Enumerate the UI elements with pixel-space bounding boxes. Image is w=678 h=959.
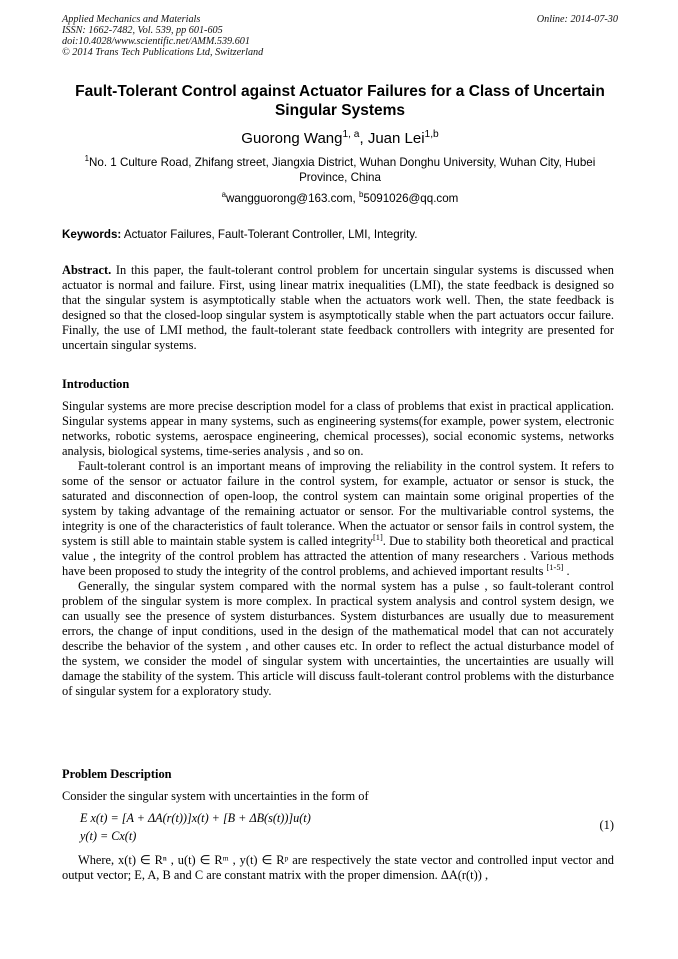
intro-paragraph-2b: . Due to stability both theoretical and practical value , the integrity of the control problem has attracted the attention of many researchers . Various methods have been proposed to study the integrity of the control problems, and achieved important results [62,534,614,578]
equation-line-2: y(t) = Cx(t) [80,829,137,843]
keywords-label: Keywords: [62,228,122,241]
intro-paragraph-1: Singular systems are more precise description model for a class of problems that exist in practical application. Singular systems appear in many systems, such as engineering systems(for example, power system, electronic networks, robotic systems, aerospace engineering, chemical processes), social economic systems, networks analysis, biological systems, time-series analysis , and so on. [62,399,614,458]
affiliation-marker: 1 [84,154,90,164]
online-date: Online: 2014-07-30 [536,14,618,25]
citation-1-5: [1-5] [546,561,564,572]
email-b: 5091026@qq.com [363,192,459,205]
affiliation-text: No. 1 Culture Road, Zhifang street, Jiangxia District, Wuhan Donghu University, Wuhan City, Hubei Province, China [89,156,596,184]
problem-heading: Problem Description [62,767,172,781]
journal-header [62,14,618,58]
keywords-text: Actuator Failures, Fault-Tolerant Controller, LMI, Integrity. [121,228,418,241]
intro-heading: Introduction [62,377,130,391]
abstract [62,263,614,353]
copyright-line: © 2014 Trans Tech Publications Ltd, Switzerland [62,47,264,58]
citation-1: [1] [372,531,383,542]
intro-body [62,399,614,699]
paper-title [62,82,618,120]
email-a: wangguorong@163.com, [226,192,359,205]
intro-paragraph-2a: Fault-tolerant control is an important means of improving the reliability in the control system. It refers to some of the sensor or actuator failure in the control system, for example, actuator or sensor is stuck, the saturated and disconnection of open-loop, the control system can maintain some original properties of the system by taking advantage of the remaining actuator or sensor. For the multivariable control systems, the integrity is one of the characteristics of fault tolerance. When the actuator or sensor fails in control system, the system is still able to maintain stable system is called integrity [62,459,614,548]
author-1: Guorong Wang [241,130,343,147]
abstract-label: Abstract. [62,263,112,277]
author-1-affil: 1, a [342,129,360,140]
where-text: Where, x(t) ∈ Rⁿ , u(t) ∈ Rᵐ , y(t) ∈ Rᵖ are respectively the state vector and controlled input vector and output vector; E, A, B and C are constant matrix with the proper dimension. ΔA(r(t)) , [62,853,614,882]
problem-intro: Consider the singular system with uncertainties in the form of [62,789,369,803]
intro-paragraph-2c: . [563,564,570,578]
email-a-marker: a [221,190,227,200]
email-b-marker: b [359,190,364,200]
author-list [62,130,618,148]
where-paragraph [62,853,614,883]
author-emails [62,191,618,206]
keywords [62,227,618,242]
author-2: Juan Lei [367,130,425,147]
title-line-2: Singular Systems [274,102,406,119]
intro-paragraph-3: Generally, the singular system compared with the normal system has a pulse , so fault-tolerant control problem of the singular system is more complex. In practical system analysis and control system design, we can usually see the presence of system disturbances. System disturbances are usually due to measurement errors, the change of input conditions, used in the design of the mathematical model that can not accurately describe the behavior of the system , and other causes etc. In order to reflect the actual disturbance model of the system, we consider the model of singular system with uncertainties, the uncertainties are usually will damage the stability of the system. This article will discuss fault-tolerant control problems with the disturbance of singular system for a exploratory study. [62,579,614,698]
journal-name: Applied Mechanics and Materials [62,14,201,25]
equation-line-1: E x(t) = [A + ΔA(r(t))]x(t) + [B + ΔB(s(t))]u(t) [80,811,311,825]
title-line-1: Fault-Tolerant Control against Actuator Failures for a Class of Uncertain [75,83,605,100]
author-2-affil: 1,b [424,129,439,140]
intro-paragraph-2 [62,459,614,579]
doi-line: doi:10.4028/www.scientific.net/AMM.539.601 [62,36,250,47]
issn-line: ISSN: 1662-7482, Vol. 539, pp 601-605 [62,25,223,36]
author-separator: , [359,130,368,147]
abstract-text: In this paper, the fault-tolerant control problem for uncertain singular systems is discussed when actuator is normal and failure. First, using linear matrix inequalities (LMI), the state feedback is designed so that the singular system is asymptotically stable when the actuators work well. Then, the state feedback is designed so that the closed-loop singular system is asymptotically stable when the part actuators occur failure. Finally, the use of LMI method, the fault-tolerant state feedback controllers with integrity are presented for uncertain singular systems. [62,263,614,352]
equation-number: (1) [599,818,614,832]
affiliation [62,155,618,185]
